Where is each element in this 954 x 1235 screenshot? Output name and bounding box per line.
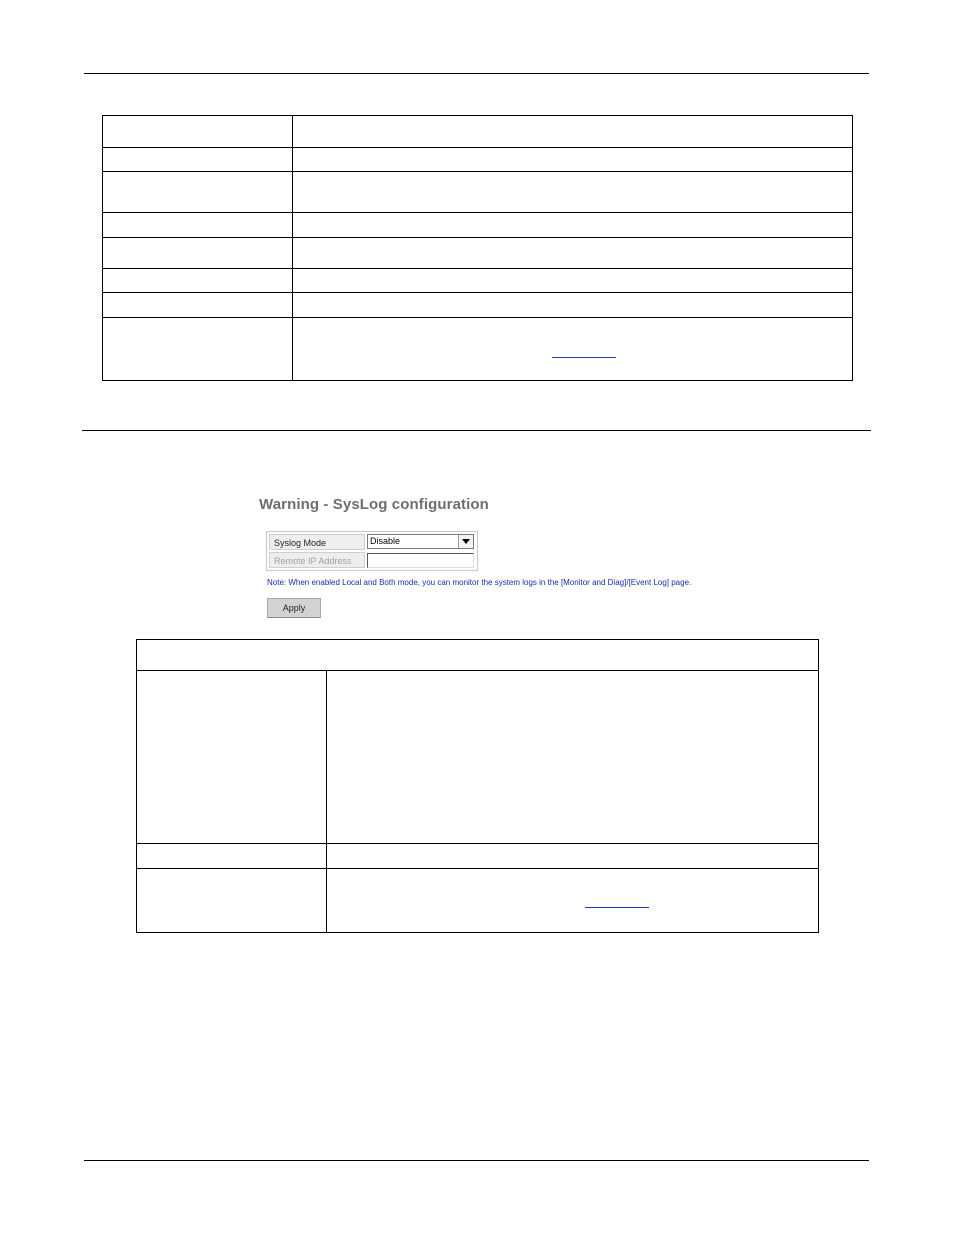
table-row (137, 640, 819, 671)
table-row (137, 869, 819, 933)
table-row (103, 172, 853, 213)
footer-rule (84, 1160, 869, 1161)
table-row (103, 269, 853, 293)
syslog-mode-label: Syslog Mode (269, 534, 365, 550)
cross-reference-link[interactable] (585, 907, 649, 908)
syslog-note: Note: When enabled Local and Both mode, you can monitor the system logs in the [Monitor and Diag]/[Event Log] page. (267, 578, 692, 587)
table-row (103, 116, 853, 148)
syslog-mode-value: Disable (370, 536, 401, 546)
table-row (137, 671, 819, 844)
header-rule (84, 73, 869, 74)
syslog-config-form (266, 531, 478, 571)
table-row (103, 293, 853, 318)
cross-reference-link[interactable] (552, 357, 616, 358)
table-row (103, 238, 853, 269)
table-row (103, 318, 853, 381)
remote-ip-input[interactable] (367, 553, 474, 568)
table-row (103, 148, 853, 172)
table-row (137, 844, 819, 869)
parameter-table-1 (102, 115, 853, 381)
syslog-config-title: Warning - SysLog configuration (259, 496, 489, 513)
parameter-table-2 (136, 639, 819, 933)
syslog-mode-select[interactable] (367, 534, 474, 549)
chevron-down-icon[interactable] (458, 535, 473, 548)
table-row (103, 213, 853, 238)
apply-button[interactable]: Apply (267, 598, 321, 618)
section-rule (82, 430, 871, 431)
remote-ip-label: Remote IP Address (269, 552, 365, 568)
